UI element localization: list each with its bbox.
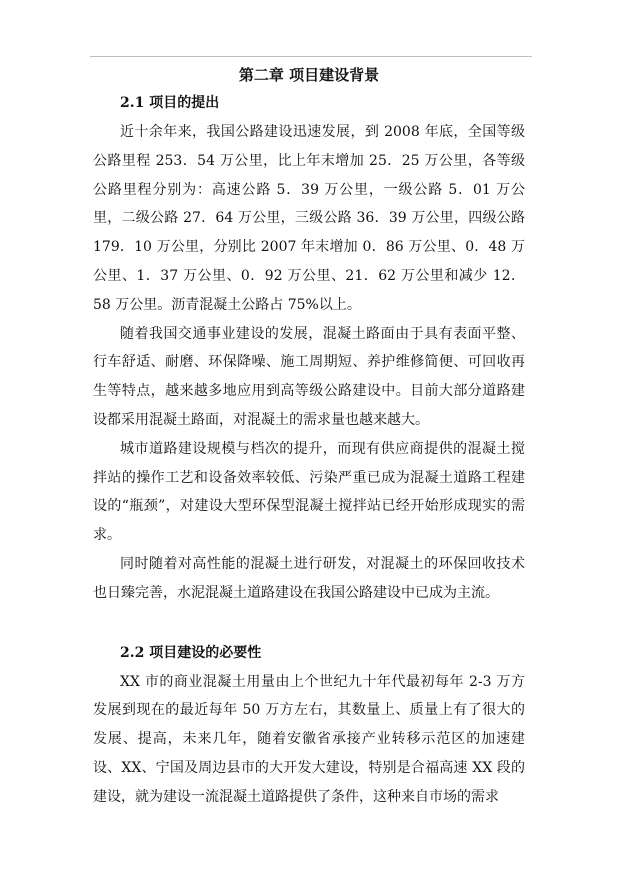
paragraph-2-1-4: 同时随着对高性能的混凝土进行研发，对混凝土的环保回收技术也日臻完善，水泥混凝土道路建设在我国公路建设中已成为主流。 xyxy=(93,555,525,601)
header-rule xyxy=(90,56,532,57)
section-heading-2-2: 2.2 项目建设的必要性 xyxy=(120,644,262,661)
section-heading-2-1: 2.1 项目的提出 xyxy=(120,95,220,111)
paragraph-2-1-2: 随着我国交通事业建设的发展，混凝土路面由于具有表面平整、行车舒适、耐磨、环保降噪、施工周期短、养护维修简便、可回收再生等特点，越来越多地应用到高等级公路建设中。目前大部分道路建设都采用混凝土路面，对混凝土的需求量也越来越大。 xyxy=(93,325,525,428)
paragraph-2-2-1: XX 市的商业混凝土用量由上个世纪九十年代最初每年 2-3 万方发展到现在的最近每年 50 万方左右，其数量上、质量上有了很大的发展、提高，未来几年，随着安徽省承接产业转移示范区的加速建设、XX、宁国及周边县市的大开发大建设，特别是合福高速 XX 段的建设，就为建设一流混凝土道路提供了条件，这种来自市场的需求 xyxy=(93,673,525,805)
paragraph-2-1-1: 近十余年来，我国公路建设迅速发展，到 2008 年底，全国等级公路里程 253．54 万公里，比上年末增加 25．25 万公里，各等级公路里程分别为：高速公路 5．39 万公里，一级公路 5．01 万公里，二级公路 27．64 万公里，三级公路 36．39 万公里，四级公路 179．10 万公里，分别比 2007 年末增加 0．86 万公里、0．48 万公里、1．37 万公里、0．92 万公里、21．62 万公里和减少 12．58 万公里。沥青混凝土公路占 75%以上。 xyxy=(93,124,525,313)
document-page xyxy=(93,62,525,812)
chapter-title: 第二章 项目建设背景 xyxy=(238,66,380,84)
paragraph-2-1-3: 城市道路建设规模与档次的提升，而现有供应商提供的混凝土搅拌站的操作工艺和设备效率较低、污染严重已成为混凝土道路工程建设的“瓶颈”，对建设大型环保型混凝土搅拌站已经开始形成现实的需求。 xyxy=(93,440,525,544)
